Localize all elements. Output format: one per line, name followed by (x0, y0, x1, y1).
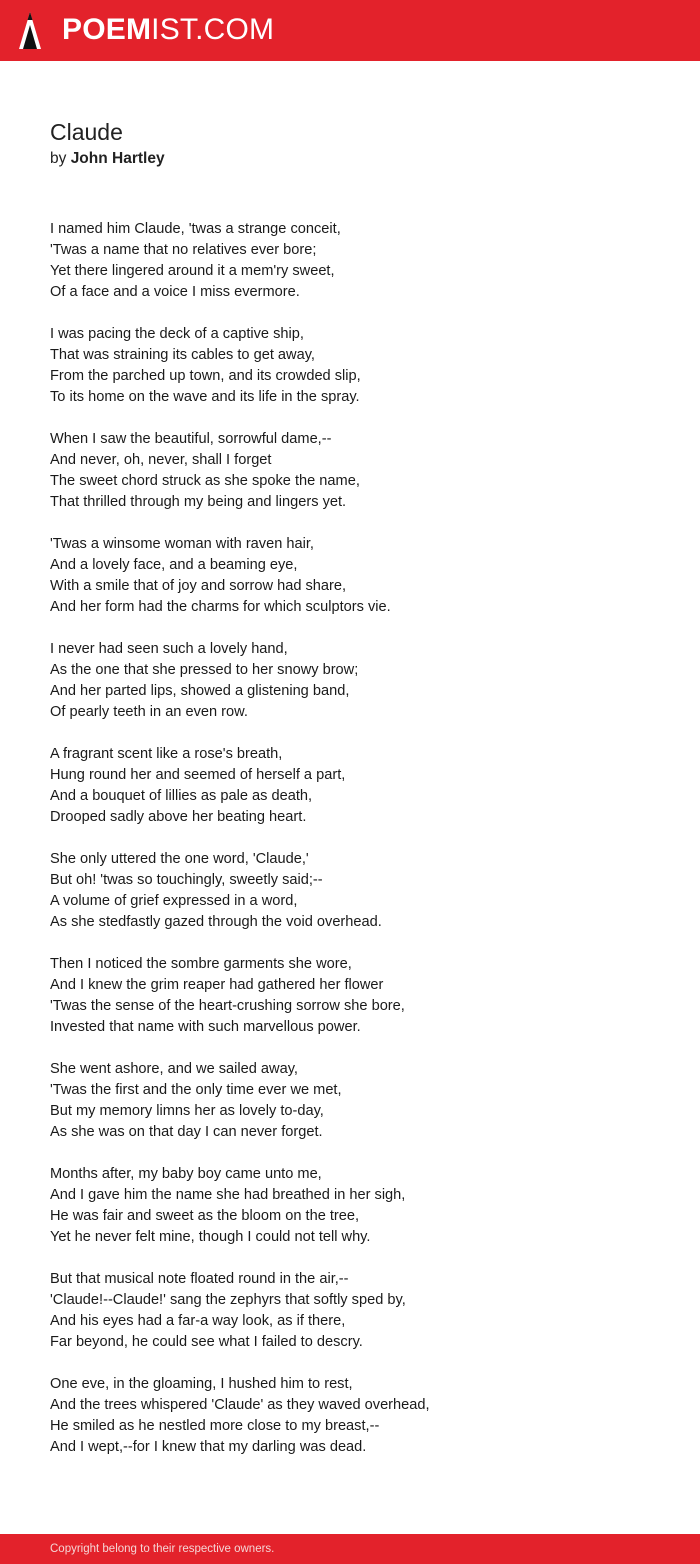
poem-line: 'Twas a name that no relatives ever bore; (50, 242, 317, 258)
site-header (0, 0, 700, 61)
poem-line: And a bouquet of lillies as pale as death, (50, 788, 313, 804)
poem-stanza (50, 429, 670, 513)
poem-line: As she was on that day I can never forget. (50, 1124, 323, 1140)
poem-line: A fragrant scent like a rose's breath, (50, 746, 283, 762)
poem-stanza (50, 849, 670, 933)
poem-body (50, 219, 670, 1479)
poem-line: Months after, my baby boy came unto me, (50, 1166, 322, 1182)
poem-line: I was pacing the deck of a captive ship, (50, 326, 304, 342)
poem-stanza (50, 1164, 670, 1248)
poem-line: Of a face and a voice I miss evermore. (50, 284, 300, 300)
poem-author: John Hartley (70, 150, 165, 167)
poem-line: As the one that she pressed to her snowy brow; (50, 662, 359, 678)
poem-stanza (50, 324, 670, 408)
poem-line: And never, oh, never, shall I forget (50, 452, 272, 468)
poem-line: She went ashore, and we sailed away, (50, 1061, 298, 1077)
brand-bold: POEM (62, 13, 152, 46)
site-logo-text[interactable] (62, 13, 274, 47)
poem-line: I named him Claude, 'twas a strange conceit, (50, 221, 341, 237)
poem-line: But my memory limns her as lovely to-day, (50, 1103, 324, 1119)
poem-line: A volume of grief expressed in a word, (50, 893, 298, 909)
poem-byline (50, 149, 165, 169)
poem-line: But that musical note floated round in the air,-- (50, 1271, 349, 1287)
poem-line: Yet he never felt mine, though I could not tell why. (50, 1229, 371, 1245)
copyright-text: Copyright belong to their respective owners. (50, 1543, 275, 1555)
poem-line: From the parched up town, and its crowded slip, (50, 368, 361, 384)
poem-stanza (50, 1059, 670, 1143)
poem-line: 'Twas a winsome woman with raven hair, (50, 536, 314, 552)
poem-line: Yet there lingered around it a mem'ry sweet, (50, 263, 335, 279)
poem-line: Drooped sadly above her beating heart. (50, 809, 307, 825)
poem-line: Of pearly teeth in an even row. (50, 704, 248, 720)
pen-nib-icon[interactable] (18, 11, 42, 51)
poem-line: She only uttered the one word, 'Claude,' (50, 851, 309, 867)
poem-line: One eve, in the gloaming, I hushed him to rest, (50, 1376, 353, 1392)
poem-line: And his eyes had a far-a way look, as if there, (50, 1313, 346, 1329)
poem-line: And a lovely face, and a beaming eye, (50, 557, 298, 573)
poem-line: 'Twas the sense of the heart-crushing sorrow she bore, (50, 998, 405, 1014)
poem-line: 'Claude!--Claude!' sang the zephyrs that softly sped by, (50, 1292, 406, 1308)
poem-line: When I saw the beautiful, sorrowful dame,-- (50, 431, 332, 447)
poem-line: Hung round her and seemed of herself a part, (50, 767, 346, 783)
poem-line: The sweet chord struck as she spoke the name, (50, 473, 360, 489)
poem-stanza (50, 744, 670, 828)
poem-line: That was straining its cables to get away, (50, 347, 315, 363)
poem-line: And I knew the grim reaper had gathered her flower (50, 977, 384, 993)
poem-line: He smiled as he nestled more close to my breast,-- (50, 1418, 380, 1434)
poem-line: And her form had the charms for which sculptors vie. (50, 599, 391, 615)
site-footer (0, 1534, 700, 1564)
poem-stanza (50, 1374, 670, 1458)
poem-line: He was fair and sweet as the bloom on the tree, (50, 1208, 360, 1224)
brand-light: IST.COM (151, 13, 275, 46)
poem-title: Claude (50, 119, 123, 145)
poem-line: I never had seen such a lovely hand, (50, 641, 288, 657)
poem-stanza (50, 219, 670, 303)
poem-line: Invested that name with such marvellous power. (50, 1019, 361, 1035)
poem-line: Far beyond, he could see what I failed to descry. (50, 1334, 363, 1350)
poem-line: And I wept,--for I knew that my darling was dead. (50, 1439, 367, 1455)
poem-line: 'Twas the first and the only time ever we met, (50, 1082, 342, 1098)
poem-stanza (50, 954, 670, 1038)
poem-line: And the trees whispered 'Claude' as they waved overhead, (50, 1397, 430, 1413)
poem-line: And her parted lips, showed a glistening band, (50, 683, 350, 699)
poem-line: With a smile that of joy and sorrow had share, (50, 578, 347, 594)
poem-line: Then I noticed the sombre garments she wore, (50, 956, 352, 972)
poem-line: That thrilled through my being and lingers yet. (50, 494, 347, 510)
poem-line: As she stedfastly gazed through the void overhead. (50, 914, 382, 930)
poem-line: But oh! 'twas so touchingly, sweetly said;-- (50, 872, 323, 888)
by-label: by (50, 150, 67, 167)
poem-stanza (50, 1269, 670, 1353)
poem-stanza (50, 534, 670, 618)
poem-line: And I gave him the name she had breathed in her sigh, (50, 1187, 406, 1203)
poem-line: To its home on the wave and its life in the spray. (50, 389, 360, 405)
poem-stanza (50, 639, 670, 723)
